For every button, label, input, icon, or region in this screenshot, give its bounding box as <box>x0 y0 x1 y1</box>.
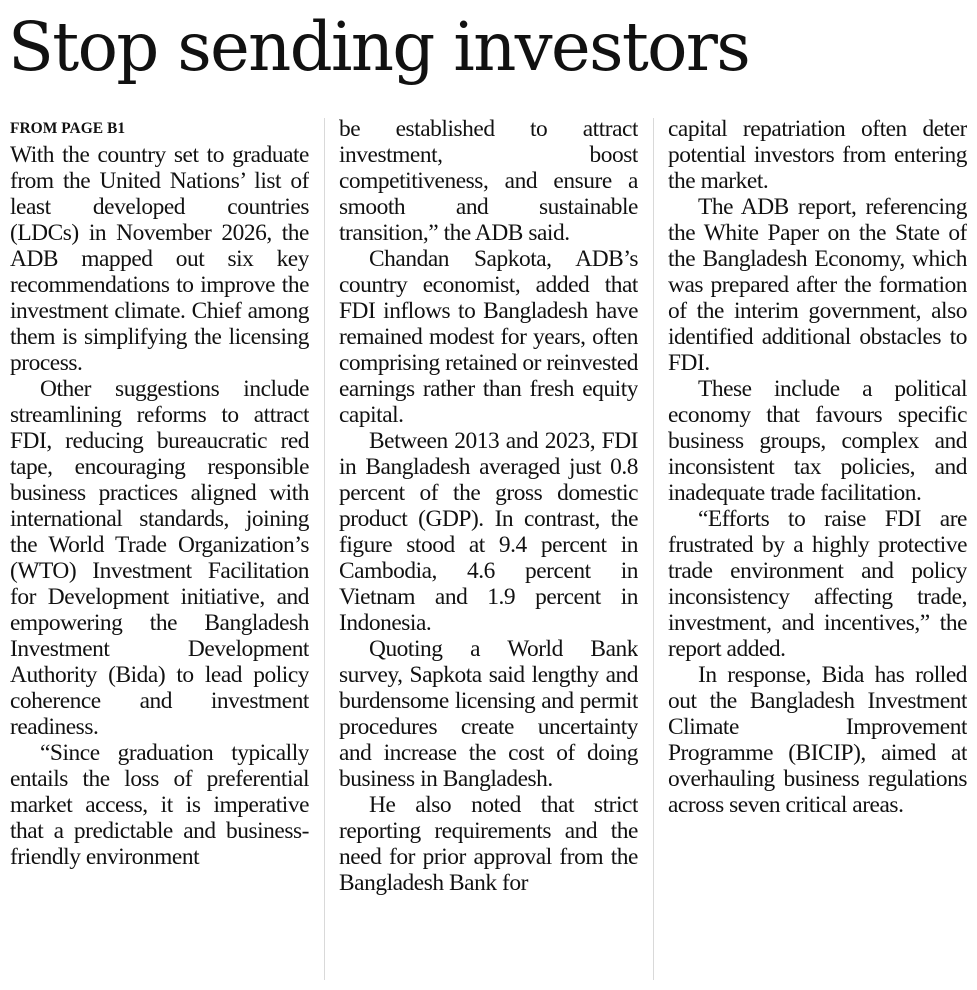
article-paragraph: He also noted that strict reporting requirements and the need for prior approval from the Bangladesh Bank for <box>339 792 638 896</box>
article-column-3 <box>668 116 967 990</box>
article-paragraph: The ADB report, referencing the White Paper on the State of the Bangladesh Economy, which was prepared after the formation of the interim government, also identified additional obstacles to FDI. <box>668 194 967 376</box>
article-column-1 <box>10 116 309 990</box>
article-paragraph: “Since graduation typically entails the loss of preferential market access, it is imperative that a predictable and business-friendly environment <box>10 740 309 870</box>
article-paragraph: Chandan Sapkota, ADB’s country economist, added that FDI inflows to Bangladesh have remained modest for years, often comprising retained or reinvested earnings rather than fresh equity capital. <box>339 246 638 428</box>
column-divider <box>324 118 325 980</box>
headline: Stop sending investors <box>8 8 750 86</box>
continuation-kicker: FROM PAGE B1 <box>10 120 126 137</box>
article-paragraph: In response, Bida has rolled out the Bangladesh Investment Climate Improvement Programme (BICIP), aimed at overhauling business regulations across seven critical areas. <box>668 662 967 818</box>
article-paragraph: Between 2013 and 2023, FDI in Bangladesh averaged just 0.8 percent of the gross domestic product (GDP). In contrast, the figure stood at 9.4 percent in Cambodia, 4.6 percent in Vietnam and 1.9 percent in Indonesia. <box>339 428 638 636</box>
article-paragraph: capital repatriation often deter potential investors from entering the market. <box>668 116 967 194</box>
article-paragraph: Other suggestions include streamlining reforms to attract FDI, reducing bureaucratic red tape, encouraging responsible business practices aligned with international standards, joining the World Trade Organization’s (WTO) Investment Facilitation for Development initiative, and empowering the Bangladesh Investment Development Authority (Bida) to lead policy coherence and investment readiness. <box>10 376 309 740</box>
article-paragraph: “Efforts to raise FDI are frustrated by a highly protective trade environment and policy inconsistency affecting trade, investment, and incentives,” the report added. <box>668 506 967 662</box>
column-divider <box>653 118 654 980</box>
article-paragraph: be established to attract investment, boost competitiveness, and ensure a smooth and sustainable transition,” the ADB said. <box>339 116 638 246</box>
article-column-2 <box>339 116 638 990</box>
article-paragraph: These include a political economy that favours specific business groups, complex and inconsistent tax policies, and inadequate trade facilitation. <box>668 376 967 506</box>
article-paragraph: With the country set to graduate from the United Nations’ list of least developed countries (LDCs) in November 2026, the ADB mapped out six key recommendations to improve the investment climate. Chief among them is simplifying the licensing process. <box>10 142 309 376</box>
article-paragraph: Quoting a World Bank survey, Sapkota said lengthy and burdensome licensing and permit procedures create uncertainty and increase the cost of doing business in Bangladesh. <box>339 636 638 792</box>
